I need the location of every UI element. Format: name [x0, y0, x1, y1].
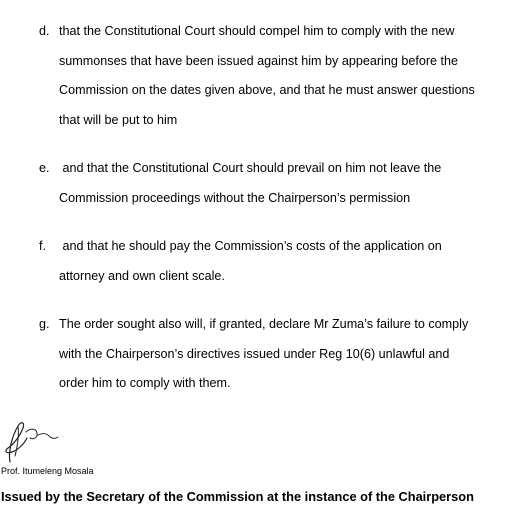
signature-image [0, 418, 70, 466]
list-text-line: with the Chairperson’s directives issued under Reg 10(6) unlawful and [59, 347, 450, 361]
list-text-line: summonses that have been issued against him by appearing before the [59, 54, 459, 68]
list-text-line: and that the Constitutional Court should prevail on him not leave the [59, 161, 442, 175]
list-text-line: and that he should pay the Commission’s costs of the application on [59, 239, 442, 253]
list-letter: g. [39, 317, 50, 331]
signer-name: Prof. Itumeleng Mosala [1, 466, 94, 476]
list-text-line: The order sought also will, if granted, declare Mr Zuma’s failure to comply [59, 317, 469, 331]
list-text-line: that the Constitutional Court should compel him to comply with the new [59, 24, 455, 38]
list-letter: f. [39, 239, 46, 253]
list-text-line: order him to comply with them. [59, 376, 231, 390]
list-text-line: that will be put to him [59, 113, 178, 127]
list-letter: e. [39, 161, 50, 175]
list-text-line: attorney and own client scale. [59, 269, 225, 283]
list-letter: d. [39, 24, 50, 38]
issued-by-statement: Issued by the Secretary of the Commission at the instance of the Chairperson [1, 489, 474, 504]
list-text-line: Commission on the dates given above, and that he must answer questions [59, 83, 475, 97]
list-text-line: Commission proceedings without the Chairperson’s permission [59, 191, 411, 205]
